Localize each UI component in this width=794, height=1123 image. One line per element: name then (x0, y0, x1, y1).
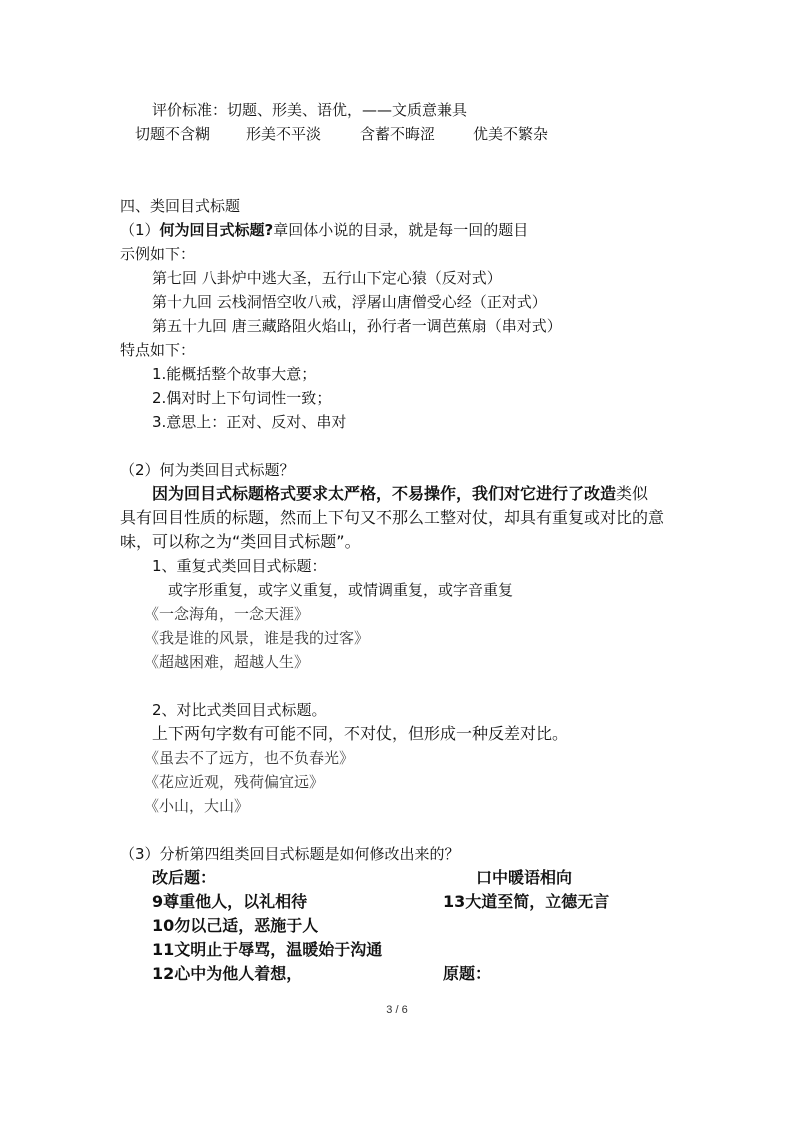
question-2-title: （2）何为类回目式标题？ (120, 461, 295, 479)
question-1 (120, 220, 528, 240)
criteria-item: 优美不繁杂 (473, 125, 549, 143)
page-number: 3 / 6 (386, 1004, 408, 1016)
question-title: 何为回目式标题? (159, 221, 274, 239)
feature-item: 1.能概括整个故事大意； (152, 365, 317, 383)
paragraph-bold: 因为回目式标题格式要求太严格，不易操作，我们对它进行了改造 (152, 484, 617, 503)
question-3-title: （3）分析第四组类回目式标题是如何修改出来的？ (120, 845, 460, 863)
paragraph-line: 具有回目性质的标题，然而上下句又不那么工整对仗，却具有重复或对比的意 (120, 508, 665, 527)
criteria-item: 切题不含糊 (135, 125, 211, 143)
feature-item: 2.偶对时上下句词性一致； (152, 389, 332, 407)
repeat-example: 《一念海角，一念天涯》 (144, 605, 310, 623)
paragraph-text: 类似 (616, 484, 649, 503)
contrast-desc: 上下两句字数有可能不同，不对仗，但形成一种反差对比。 (152, 724, 569, 743)
example-item: 第七回 八卦炉中逃大圣，五行山下定心猿（反对式） (152, 269, 502, 287)
revised-item: 9尊重他人，以礼相待 (152, 892, 308, 911)
revised-label: 改后题： (152, 868, 217, 887)
feature-item: 3.意思上：正对、反对、串对 (152, 413, 347, 431)
question-desc: 章回体小说的目录，就是每一回的题目 (273, 221, 529, 239)
original-label: 原题： (443, 964, 492, 983)
revised-item: 11文明止于辱骂，温暖始于沟通 (152, 940, 383, 959)
repeat-example: 《超越困难，超越人生》 (144, 653, 310, 671)
repeat-example: 《我是谁的风景，谁是我的过客》 (144, 629, 370, 647)
revised-item: 10勿以己适，恶施于人 (152, 916, 319, 935)
right-heading: 口中暖语相向 (476, 868, 573, 887)
criteria-line: 评价标准：切题、形美、语优，——文质意兼具 (152, 101, 468, 119)
contrast-example: 《小山，大山》 (144, 797, 250, 815)
revised-item: 12心中为他人着想， (152, 964, 303, 983)
paragraph-line: 味，可以称之为“类回目式标题”。 (120, 532, 361, 551)
paragraph-line (152, 484, 648, 504)
example-item: 第十九回 云栈洞悟空收八戒，浮屠山唐僧受心经（正对式） (152, 293, 547, 311)
features-intro: 特点如下： (120, 341, 196, 359)
repeat-desc: 或字形重复，或字义重复，或情调重复，或字音重复 (168, 581, 514, 599)
section-heading: 四、类回目式标题 (120, 197, 241, 215)
question-label: （1） (120, 221, 160, 239)
criteria-item: 含蓄不晦涩 (360, 125, 436, 143)
criteria-item: 形美不平淡 (246, 125, 322, 143)
contrast-example: 《虽去不了远方，也不负春光》 (144, 749, 355, 767)
example-item: 第五十九回 唐三藏路阻火焰山，孙行者一调芭蕉扇（串对式） (152, 317, 562, 335)
contrast-example: 《花应近观，残荷偏宜远》 (144, 773, 325, 791)
revised-item: 13大道至简，立德无言 (443, 892, 610, 911)
examples-intro: 示例如下： (120, 245, 196, 263)
contrast-heading: 2、对比式类回目式标题。 (152, 701, 327, 719)
repeat-heading: 1、重复式类回目式标题： (152, 557, 327, 575)
